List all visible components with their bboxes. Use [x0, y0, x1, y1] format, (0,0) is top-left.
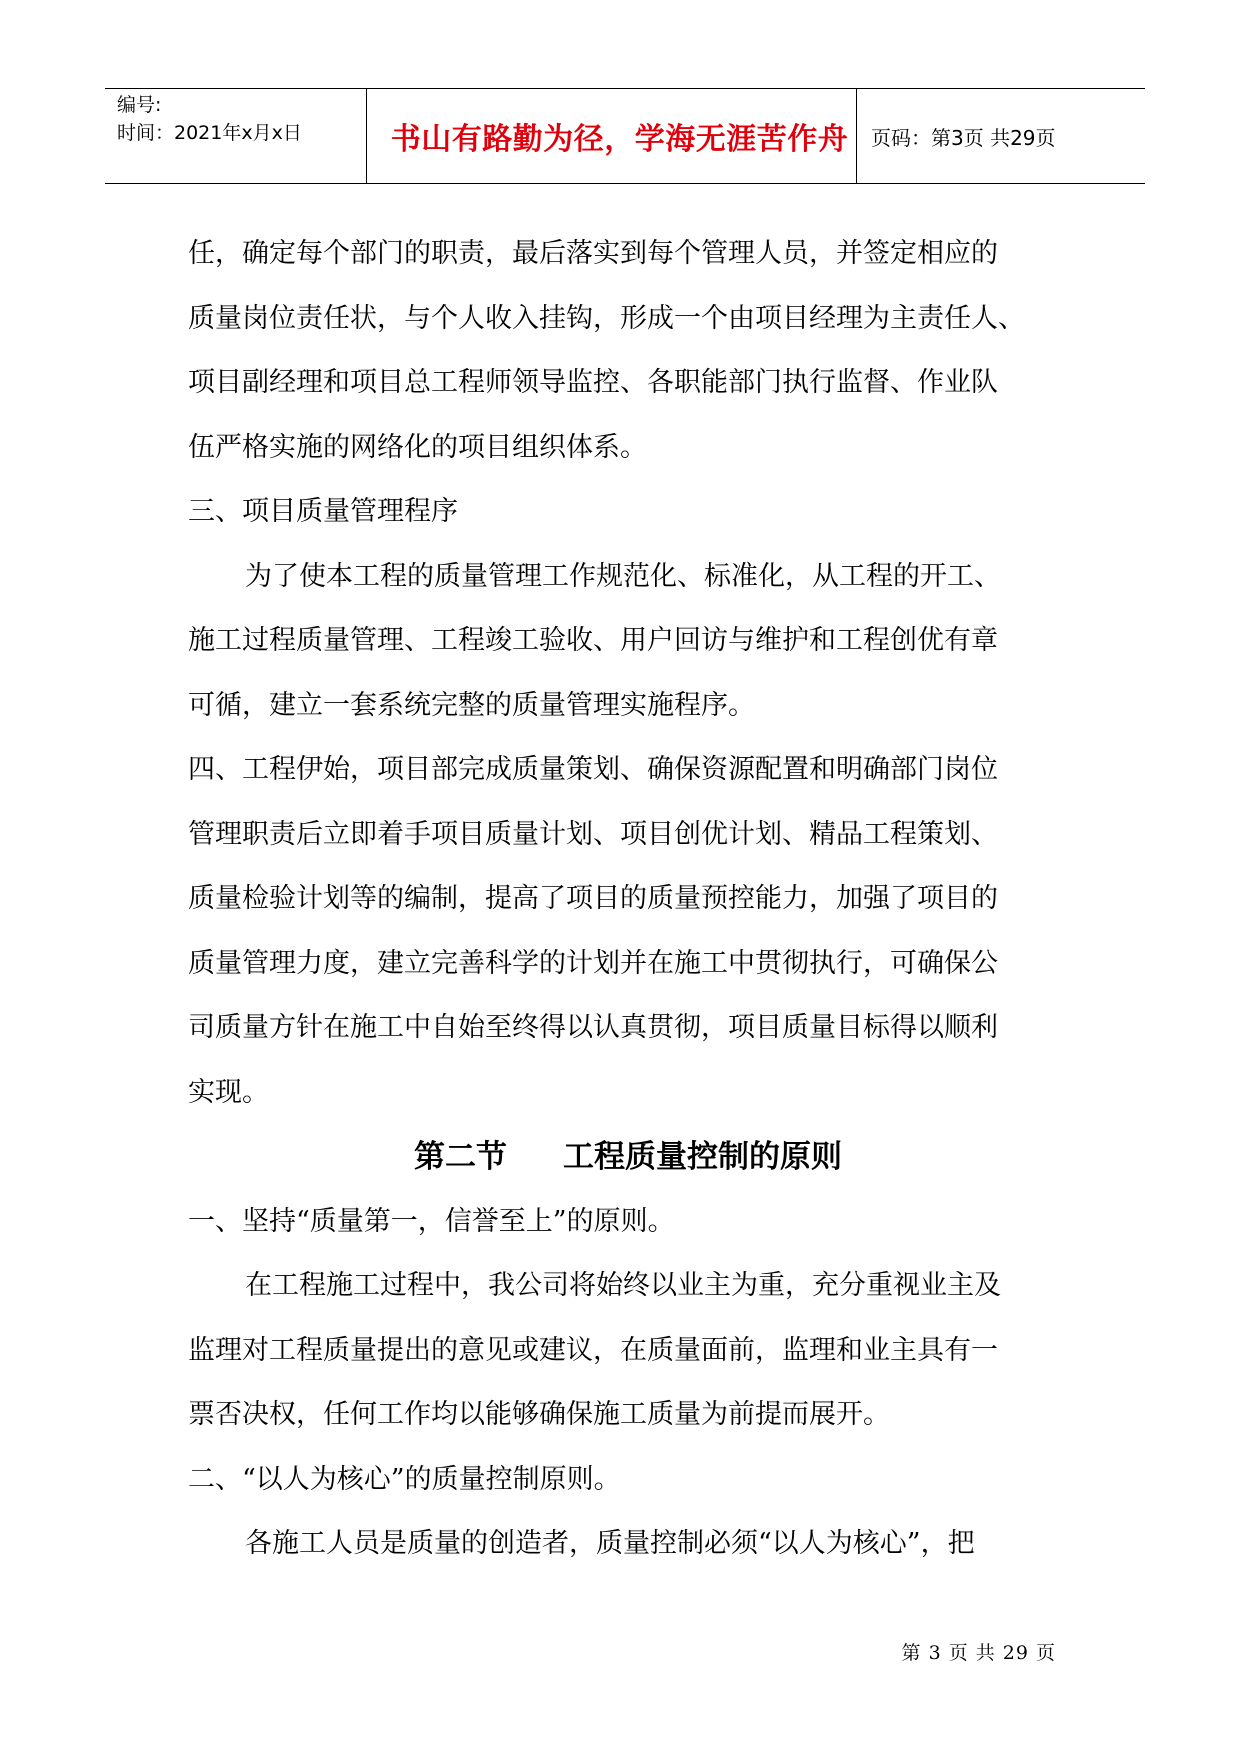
- section-name: 工程质量控制的原则: [563, 1139, 842, 1175]
- body-line: 质量管理力度，建立完善科学的计划并在施工中贯彻执行，可确保公: [188, 947, 998, 979]
- body-line: 实现。: [188, 1076, 269, 1108]
- subheading-quality-first: 一、坚持“质量第一，信誉至上”的原则。: [188, 1205, 675, 1237]
- header-motto: 书山有路勤为径，学海无涯苦作舟: [390, 122, 849, 157]
- body-line: 可循，建立一套系统完整的质量管理实施程序。: [188, 689, 755, 721]
- document-number-label: 编号:: [117, 94, 162, 116]
- document-time-label: 时间：2021年x月x日: [117, 122, 302, 144]
- body-line: 施工过程质量管理、工程竣工验收、用户回访与维护和工程创优有章: [188, 625, 998, 656]
- body-line: 伍严格实施的网络化的项目组织体系。: [188, 431, 647, 463]
- header-page-number: 页码：第3页 共29页: [871, 125, 1056, 150]
- header-motto-cell: [367, 89, 857, 183]
- page-footer: 第 3 页 共 29 页: [901, 1642, 1056, 1664]
- header-meta-cell: [105, 89, 367, 183]
- body-line: 在工程施工过程中，我公司将始终以业主为重，充分重视业主及: [245, 1270, 1001, 1301]
- body-line: 各施工人员是质量的创造者，质量控制必须“以人为核心”，把: [245, 1528, 975, 1559]
- body-line: 票否决权，任何工作均以能够确保施工质量为前提而展开。: [188, 1399, 890, 1430]
- subheading-quality-procedure: 三、项目质量管理程序: [188, 496, 458, 527]
- section-title: [188, 1125, 1068, 1190]
- header-page-cell: [857, 89, 1145, 183]
- body-line: 任，确定每个部门的职责，最后落实到每个管理人员，并签定相应的: [188, 238, 998, 269]
- body-line: 质量岗位责任状，与个人收入挂钩，形成一个由项目经理为主责任人、: [188, 302, 1025, 334]
- body-line: 质量检验计划等的编制，提高了项目的质量预控能力，加强了项目的: [188, 883, 998, 914]
- body-line: 四、工程伊始，项目部完成质量策划、确保资源配置和明确部门岗位: [188, 754, 998, 785]
- body-line: 监理对工程质量提出的意见或建议，在质量面前，监理和业主具有一: [188, 1334, 998, 1366]
- section-number: 第二节: [414, 1139, 507, 1175]
- body-line: 管理职责后立即着手项目质量计划、项目创优计划、精品工程策划、: [188, 818, 998, 850]
- subheading-people-centered: 二、“以人为核心”的质量控制原则。: [188, 1463, 621, 1495]
- document-body: [188, 222, 1068, 1577]
- body-line: 为了使本工程的质量管理工作规范化、标准化，从工程的开工、: [245, 560, 1001, 592]
- body-line: 项目副经理和项目总工程师领导监控、各职能部门执行监督、作业队: [188, 367, 998, 398]
- body-line: 司质量方针在施工中自始至终得以认真贯彻，项目质量目标得以顺利: [188, 1012, 998, 1043]
- page-header: [105, 88, 1145, 184]
